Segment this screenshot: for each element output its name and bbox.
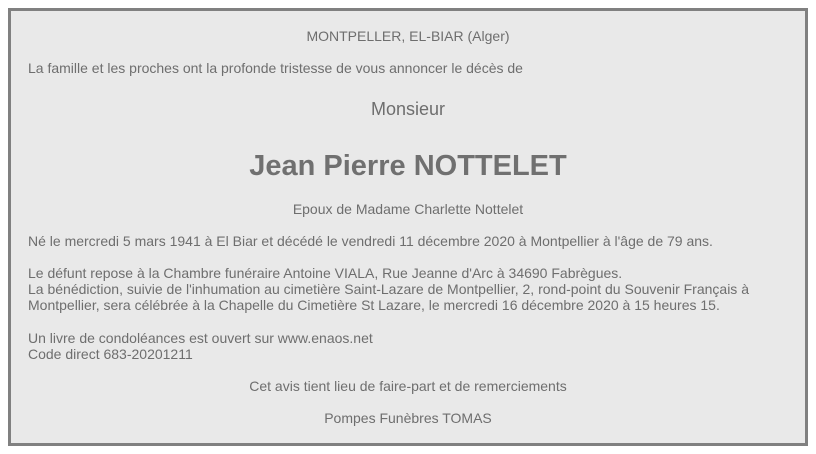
spouse-line: Epoux de Madame Charlette Nottelet [292, 201, 524, 217]
obituary-notice [8, 8, 808, 446]
arrangements-block [28, 265, 788, 313]
location-line: MONTPELLER, EL-BIAR (Alger) [306, 28, 510, 44]
thanks-line: Cet avis tient lieu de faire-part et de remerciements [249, 378, 567, 394]
deceased-name: Jean Pierre NOTTELET [249, 150, 567, 182]
ceremony-text: La bénédiction, suivie de l'inhumation au cimetière Saint-Lazare de Montpellier, 2, rond-point du Souvenir Français à Montpellier, sera célébrée à la Chapelle du Cimetière St Lazare, le mercredi 16 décembre 2020 à 15 heures 15. [28, 281, 749, 313]
condolences-block [28, 330, 788, 362]
birth-death-line: Né le mercredi 5 mars 1941 à El Biar et décédé le vendredi 11 décembre 2020 à Montpellier à l'âge de 79 ans. [28, 233, 713, 249]
funeral-home: Pompes Funèbres TOMAS [324, 410, 492, 426]
rest-place-line: Le défunt repose à la Chambre funéraire Antoine VIALA, Rue Jeanne d'Arc à 34690 Fabrègues. [28, 265, 623, 281]
honorific: Monsieur [370, 99, 446, 119]
condolences-line: Un livre de condoléances est ouvert sur www.enaos.net [28, 330, 373, 346]
intro-line: La famille et les proches ont la profonde tristesse de vous annoncer le décès de [28, 60, 523, 76]
code-line: Code direct 683-20201211 [28, 346, 193, 362]
